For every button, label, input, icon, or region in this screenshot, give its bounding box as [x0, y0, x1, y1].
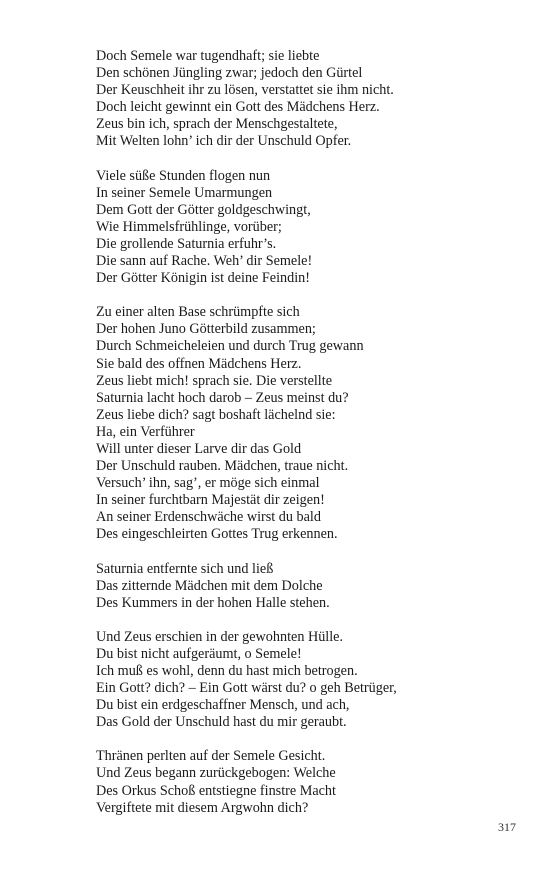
poem-line: Dem Gott der Götter goldgeschwingt,: [96, 201, 311, 218]
poem-line: Versuch’ ihn, sag’, er möge sich einmal: [96, 475, 320, 492]
stanza: [96, 629, 516, 732]
poem-line: Des Orkus Schoß entstiegne finstre Macht: [96, 782, 336, 799]
poem-line: Und Zeus erschien in der gewohnten Hülle.: [96, 628, 344, 645]
stanza: [96, 168, 516, 288]
poem-line: Das Gold der Unschuld hast du mir geraubt.: [96, 714, 347, 731]
poem-line: Wie Himmelsfrühlinge, vorüber;: [96, 218, 282, 235]
poem-line: Den schönen Jüngling zwar; jedoch den Gürtel: [96, 65, 363, 82]
poem-line: Saturnia lacht hoch darob – Zeus meinst du?: [96, 389, 349, 406]
poem-line: Zeus liebe dich? sagt boshaft lächelnd sie:: [96, 406, 336, 423]
stanza: [96, 48, 516, 151]
poem-line: An seiner Erdenschwäche wirst du bald: [96, 509, 321, 526]
poem-line: Der Keuschheit ihr zu lösen, verstattet sie ihm nicht.: [96, 82, 394, 99]
poem-line: Der Götter Königin ist deine Feindin!: [96, 270, 310, 287]
poem-line: Des Kummers in der hohen Halle stehen.: [96, 594, 330, 611]
poem-line: Des eingeschleirten Gottes Trug erkennen.: [96, 526, 338, 543]
poem-text: [96, 48, 516, 834]
poem-line: Sie bald des offnen Mädchens Herz.: [96, 355, 302, 372]
poem-line: Der hohen Juno Götterbild zusammen;: [96, 321, 316, 338]
poem-line: Ha, ein Verführer: [96, 423, 195, 440]
poem-line: Durch Schmeicheleien und durch Trug gewann: [96, 338, 364, 355]
poem-line: Viele süße Stunden flogen nun: [96, 167, 271, 184]
stanza: [96, 561, 516, 612]
poem-line: Saturnia entfernte sich und ließ: [96, 560, 274, 577]
poem-line: Das zitternde Mädchen mit dem Dolche: [96, 577, 323, 594]
stanza: [96, 748, 516, 816]
page-number: 317: [498, 820, 516, 834]
poem-line: Doch leicht gewinnt ein Gott des Mädchens Herz.: [96, 99, 380, 116]
poem-line: Zeus bin ich, sprach der Menschgestaltete,: [96, 116, 338, 133]
poem-line: Ich muß es wohl, denn du hast mich betrogen.: [96, 663, 358, 679]
poem-line: Du bist nicht aufgeräumt, o Semele!: [96, 645, 302, 662]
poem-line: Doch Semele war tugendhaft; sie liebte: [96, 48, 320, 64]
poem-line: Die grollende Saturnia erfuhr’s.: [96, 235, 277, 252]
poem-line: In seiner furchtbarn Majestät dir zeigen!: [96, 492, 325, 509]
poem-line: Zeus liebt mich! sprach sie. Die verstellte: [96, 372, 332, 389]
poem-line: Der Unschuld rauben. Mädchen, traue nicht.: [96, 458, 349, 475]
poem-line: Die sann auf Rache. Weh’ dir Semele!: [96, 253, 313, 270]
poem-line: Vergiftete mit diesem Argwohn dich?: [96, 799, 309, 816]
poem-line: Du bist ein erdgeschaffner Mensch, und ach,: [96, 697, 350, 714]
poem-line: Zu einer alten Base schrümpfte sich: [96, 304, 300, 321]
poem-line: Und Zeus begann zurückgebogen: Welche: [96, 765, 336, 782]
poem-line: Mit Welten lohn’ ich dir der Unschuld Opfer.: [96, 133, 352, 150]
stanza: [96, 304, 516, 543]
poem-line: Will unter dieser Larve dir das Gold: [96, 440, 302, 457]
poem-line: Thränen perlten auf der Semele Gesicht.: [96, 748, 326, 765]
poem-line: In seiner Semele Umarmungen: [96, 184, 273, 201]
poem-line: Ein Gott? dich? – Ein Gott wärst du? o geh Betrüger,: [96, 680, 397, 697]
